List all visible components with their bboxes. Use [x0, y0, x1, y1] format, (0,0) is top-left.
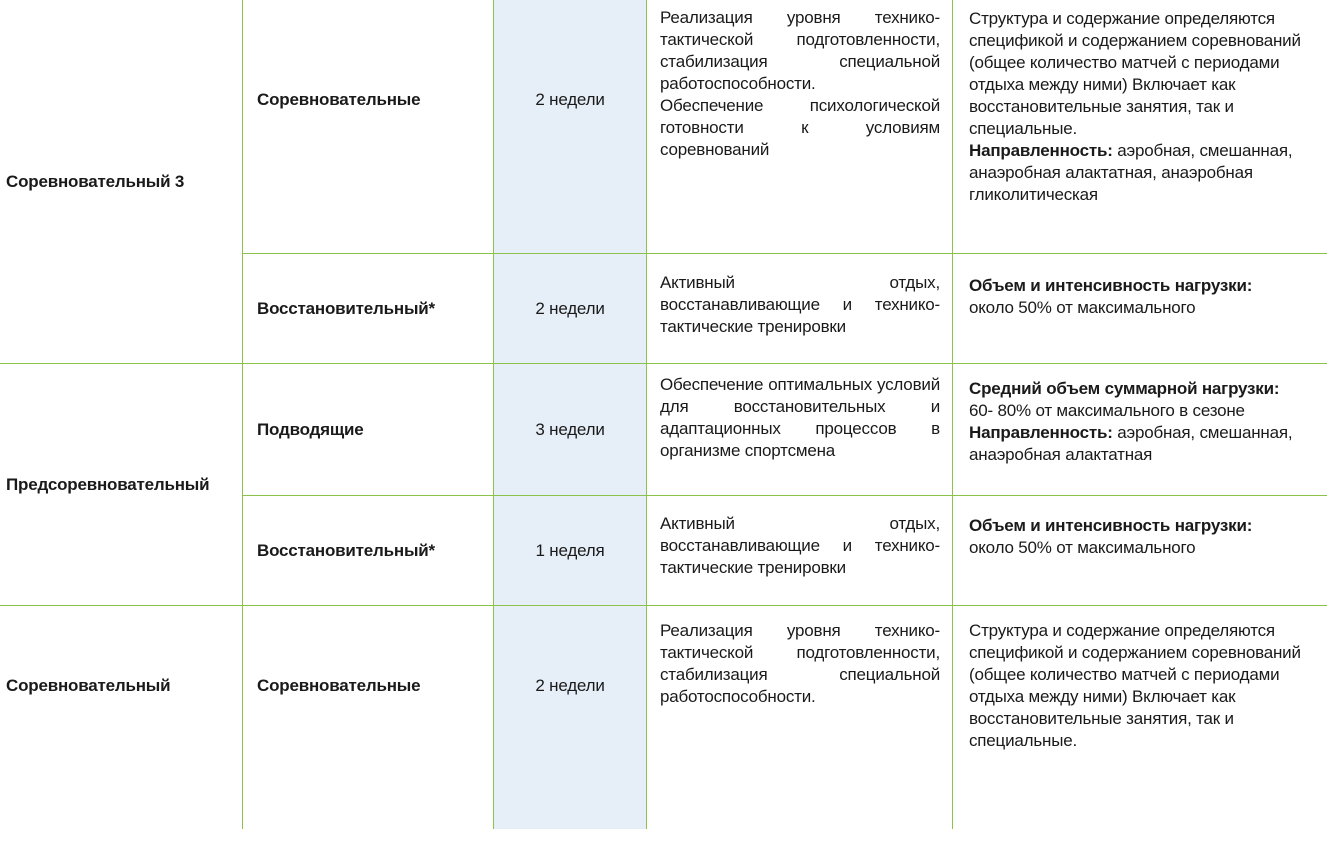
- tasks-text: Реализация уровня технико-тактической подготовленности, стабилизация специальной работоспособности.: [660, 8, 940, 93]
- duration-cell: [494, 364, 646, 495]
- micro-label: Соревновательные: [257, 90, 421, 109]
- stage-cell: [6, 606, 238, 766]
- duration-value: 2 недели: [535, 298, 605, 318]
- micro-cell: [257, 254, 489, 363]
- load-cell: [969, 378, 1323, 466]
- micro-cell: [257, 606, 489, 766]
- load-label: Объем и интенсивность нагрузки:: [969, 516, 1253, 535]
- load-cell: [969, 8, 1323, 206]
- stage-label: Соревновательный 3: [6, 171, 185, 191]
- stage-cell: [6, 364, 238, 605]
- duration-cell: [494, 254, 646, 363]
- tasks-cell: [660, 7, 940, 161]
- tasks-text: Реализация уровня технико-тактической подготовленности, стабилизация специальной работоспособности.: [660, 621, 940, 706]
- column-divider: [242, 0, 243, 829]
- duration-value: 2 недели: [535, 676, 605, 695]
- tasks-text: Активный отдых, восстанавливающие и технико-тактические тренировки: [660, 273, 940, 336]
- load-value: аэробная, смешанная, анаэробная алактатная: [969, 423, 1293, 464]
- duration-value: 1 неделя: [535, 540, 605, 560]
- stage-label: Предсоревновательный: [6, 474, 210, 494]
- load-label: Объем и интенсивность нагрузки:: [969, 276, 1253, 295]
- load-cell: [969, 515, 1323, 559]
- duration-cell: [494, 0, 646, 200]
- load-value: аэробная, смешанная, анаэробная алактатная, анаэробная гликолитическая: [969, 141, 1293, 204]
- duration-value: 3 недели: [535, 419, 605, 439]
- load-text: Структура и содержание определяются спецификой и содержанием соревнований (общее количество матчей с периодами отдыха между ними) Включает как восстановительные занятия, так и специальные.: [969, 621, 1301, 750]
- load-value: около 50% от максимального: [969, 298, 1196, 317]
- micro-label: Соревновательные: [257, 676, 421, 695]
- duration-cell: [494, 496, 646, 605]
- load-value: около 50% от максимального: [969, 538, 1196, 557]
- micro-cell: [257, 0, 489, 200]
- tasks-cell: [660, 620, 940, 708]
- tasks-cell: [660, 272, 940, 338]
- load-cell: [969, 620, 1323, 752]
- tasks-cell: [660, 374, 940, 462]
- column-divider: [952, 0, 953, 829]
- tasks-text: Обеспечение психологической готовности к условиям соревнований: [660, 96, 940, 159]
- micro-cell: [257, 364, 489, 495]
- load-text: Структура и содержание определяются спецификой и содержанием соревнований (общее количество матчей с периодами отдыха между ними) Включает как восстановительные занятия, так и специальные.: [969, 9, 1301, 138]
- column-divider: [646, 0, 647, 829]
- micro-label: Восстановительный*: [257, 298, 435, 318]
- micro-label: Подводящие: [257, 419, 364, 439]
- load-value: 60- 80% от максимального в сезоне: [969, 401, 1245, 420]
- duration-value: 2 недели: [535, 90, 605, 109]
- micro-label: Восстановительный*: [257, 540, 435, 560]
- stage-label: Соревновательный: [6, 676, 171, 695]
- tasks-text: Активный отдых, восстанавливающие и технико-тактические тренировки: [660, 514, 940, 577]
- load-label: Направленность:: [969, 141, 1113, 160]
- tasks-cell: [660, 513, 940, 579]
- duration-cell: [494, 606, 646, 766]
- micro-cell: [257, 496, 489, 605]
- load-label: Средний объем суммарной нагрузки:: [969, 379, 1280, 398]
- tasks-text: Обеспечение оптимальных условий для восстановительных и адаптационных процессов в организме спортсмена: [660, 375, 940, 460]
- load-label: Направленность:: [969, 423, 1113, 442]
- load-cell: [969, 275, 1323, 319]
- stage-cell: [6, 0, 238, 363]
